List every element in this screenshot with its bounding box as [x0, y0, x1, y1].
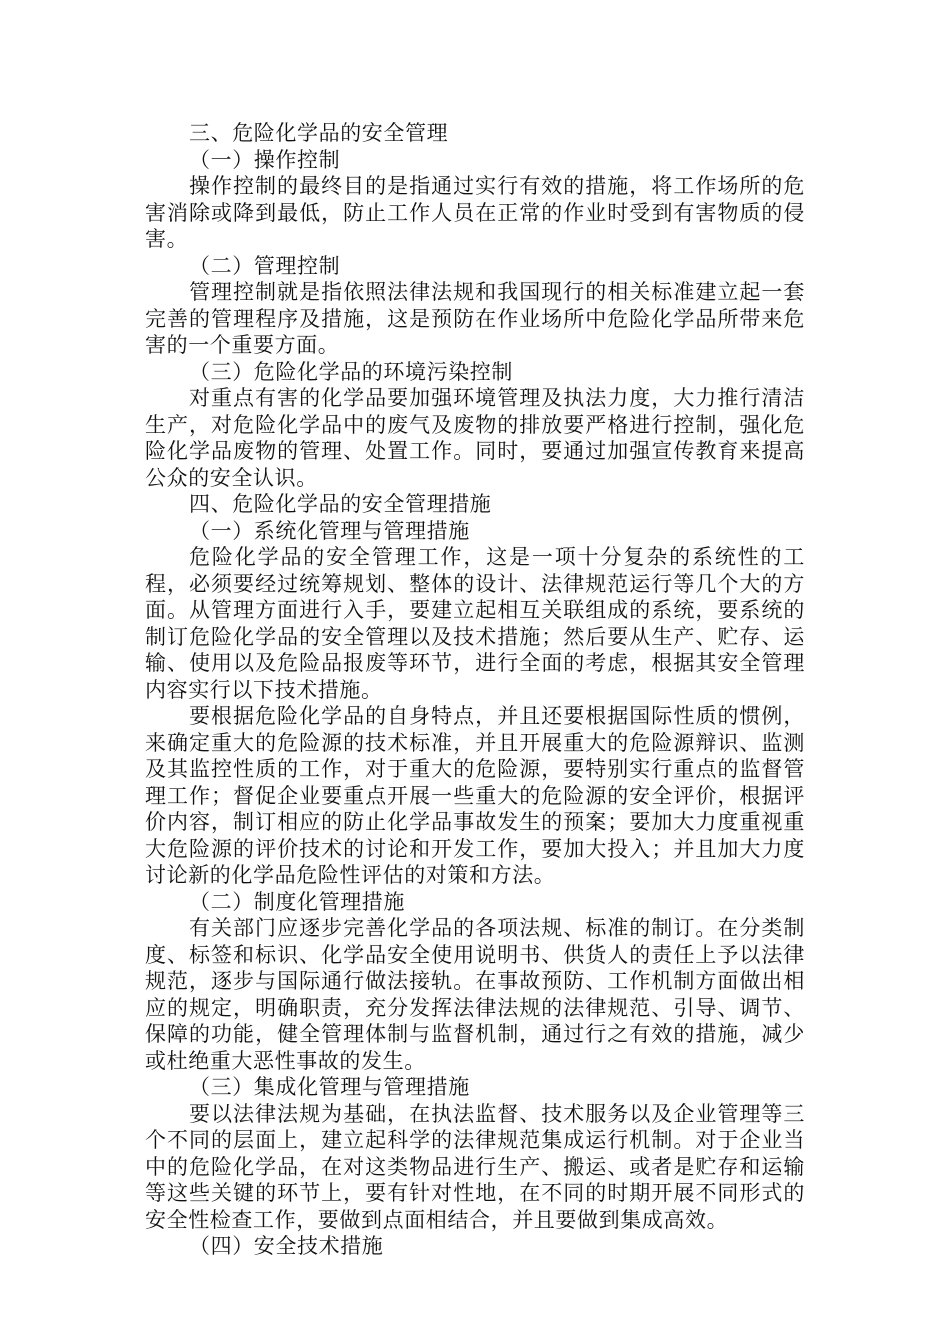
subheading-integrated-management: （三）集成化管理与管理措施 [189, 1075, 470, 1099]
paragraph: 危险化学品的安全管理工作，这是一项十分复杂的系统性的工程，必须要经过统筹规划、整体的设计、法律规范运行等几个大的方面。从管理方面进行入手，要建立起相互关联组成的系统，要系统的制订危险化学品的安全管理以及技术措施；然后要从生产、贮存、运输、使用以及危险品报废等环节，进行全面的考虑，根据其安全管理内容实行以下技术措施。 [145, 545, 805, 702]
paragraph: 操作控制的最终目的是指通过实行有效的措施，将工作场所的危害消除或降到最低，防止工作人员在正常的作业时受到有害物质的侵害。 [145, 174, 805, 251]
subheading-institutional-management: （二）制度化管理措施 [189, 889, 405, 914]
paragraph: 管理控制就是指依照法律法规和我国现行的相关标准建立起一套完善的管理程序及措施，这是预防在作业场所中危险化学品所带来危害的一个重要方面。 [145, 280, 805, 357]
subheading-systematic-management: （一）系统化管理与管理措施 [189, 518, 470, 543]
section-heading-3: 三、危险化学品的安全管理 [189, 121, 449, 145]
section-heading-4: 四、危险化学品的安全管理措施 [189, 492, 492, 516]
paragraph: 要以法律法规为基础，在执法监督、技术服务以及企业管理等三个不同的层面上，建立起科学的法律规范集成运行机制。对于企业当中的危险化学品，在对这类物品进行生产、搬运、或者是贮存和运输等这些关键的环节上，要有针对性地，在不同的时期开展不同形式的安全性检查工作，要做到点面相结合，并且要做到集成高效。 [145, 1101, 805, 1232]
document-body [145, 120, 805, 1260]
subheading-operation-control: （一）操作控制 [189, 147, 341, 172]
subheading-safety-technical-measures: （四）安全技术措施 [189, 1234, 384, 1258]
subheading-pollution-control: （三）危险化学品的环境污染控制 [189, 359, 513, 384]
paragraph: 有关部门应逐步完善化学品的各项法规、标准的制订。在分类制度、标签和标识、化学品安全使用说明书、供货人的责任上予以法律规范，逐步与国际通行做法接轨。在事故预防、工作机制方面做出相应的规定，明确职责，充分发挥法律法规的法律规范、引导、调节、保障的功能，健全管理体制与监督机制，通过行之有效的措施，减少或杜绝重大恶性事故的发生。 [145, 916, 805, 1073]
paragraph: 要根据危险化学品的自身特点，并且还要根据国际性质的惯例，来确定重大的危险源的技术标准，并且开展重大的危险源辩识、监测及其监控性质的工作，对于重大的危险源，要特别实行重点的监督管理工作；督促企业要重点开展一些重大的危险源的安全评价，根据评价内容，制订相应的防止化学品事故发生的预案；要加大力度重视重大危险源的评价技术的讨论和开发工作，要加大投入；并且加大力度讨论新的化学品危险性评估的对策和方法。 [145, 704, 805, 887]
subheading-management-control: （二）管理控制 [189, 253, 341, 278]
paragraph: 对重点有害的化学品要加强环境管理及执法力度，大力推行清洁生产，对危险化学品中的废气及废物的排放要严格进行控制，强化危险化学品废物的管理、处置工作。同时，要通过加强宣传教育来提高公众的安全认识。 [145, 386, 805, 490]
